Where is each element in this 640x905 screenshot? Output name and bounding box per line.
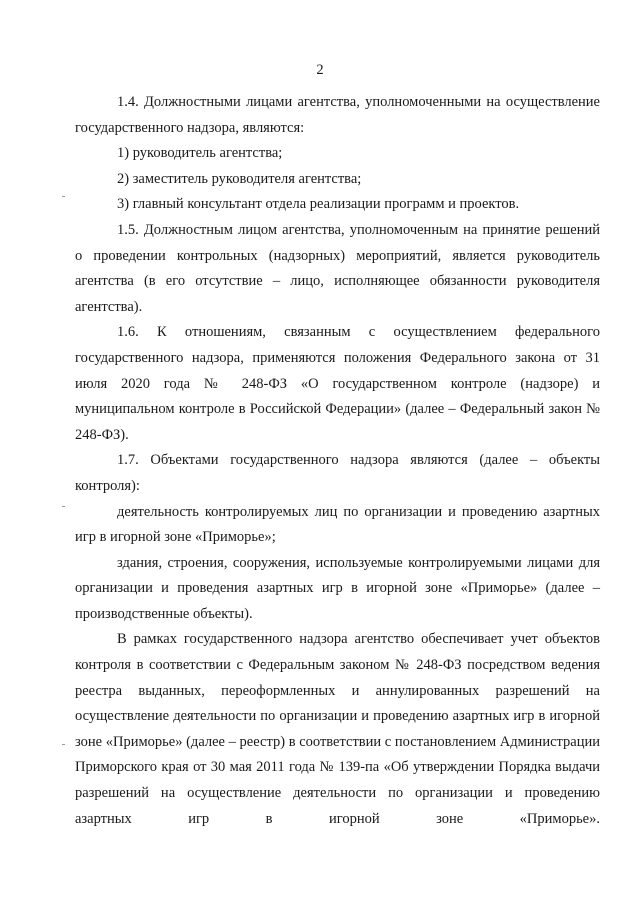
paragraph-1-6: 1.6. К отношениям, связанным с осуществлением федерального государственного надзора, применяются положения Федерального закона от 31 июля 2020 года № 248-ФЗ «О государственном контроле (надзоре) и муниципальном контроле в Российской Федерации» (далее – Федеральный закон № 248-ФЗ). <box>75 324 600 443</box>
paragraph-1-7: 1.7. Объектами государственного надзора являются (далее – объекты контроля): <box>75 452 600 494</box>
list-item-deputy: 2) заместитель руководителя агентства; <box>117 170 362 187</box>
page-number: 2 <box>316 62 324 78</box>
control-object-activity: деятельность контролируемых лиц по организации и проведению азартных игр в игорной зоне «Приморье»; <box>75 503 600 546</box>
scan-margin-mark <box>62 506 65 507</box>
paragraph-registry: В рамках государственного надзора агентство обеспечивает учет объектов контроля в соответствии с Федеральным законом № 248-ФЗ посредством ведения реестра выданных, переоформленных и аннулированных разрешений на осуществление деятельности по организации и проведению азартных игр в игорной зоне «Приморье» (далее – реестр) в соответствии с постановлением Администрации Приморского края от 30 мая 2011 года № 139-па «Об утверждении Порядка выдачи разрешений на осуществление деятельности по организации и проведению азартных игр в игорной зоне «Приморье». <box>75 631 600 827</box>
scan-margin-mark <box>62 196 65 197</box>
paragraph-1-5: 1.5. Должностным лицом агентства, уполномоченным на принятие решений о проведении контрольных (надзорных) мероприятий, является руководитель агентства (в его отсутствие – лицо, исполняющее обязанности руководителя агентства). <box>75 221 600 315</box>
control-object-buildings: здания, строения, сооружения, используемые контролируемыми лицами для организации и проведения азартных игр в игорной зоне «Приморье» (далее – производственные объекты). <box>75 554 600 622</box>
scan-margin-mark <box>62 744 65 745</box>
list-item-consultant: 3) главный консультант отдела реализации программ и проектов. <box>117 196 520 213</box>
paragraph-1-4: 1.4. Должностными лицами агентства, уполномоченными на осуществление государственного надзора, являются: <box>75 94 600 136</box>
document-body <box>75 90 600 832</box>
list-item-head: 1) руководитель агентства; <box>117 145 283 162</box>
